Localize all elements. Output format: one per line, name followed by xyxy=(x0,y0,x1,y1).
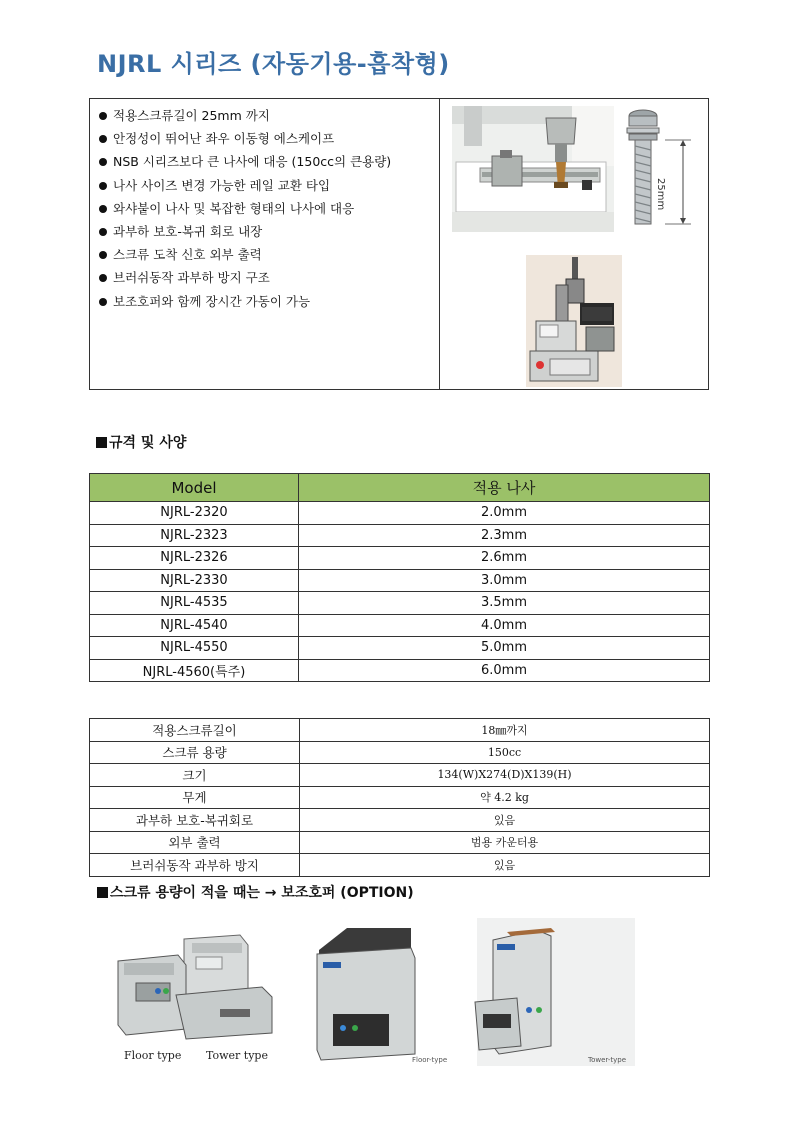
feature-item: 나사 사이즈 변경 가능한 레일 교환 타입 xyxy=(97,174,437,197)
table-row: 스크류 용량 150cc xyxy=(90,741,710,764)
feature-item: NSB 시리즈보다 큰 나사에 대응 (150cc의 큰용량) xyxy=(97,150,437,173)
square-bullet-icon xyxy=(97,887,108,898)
spec-table xyxy=(89,718,710,877)
column-header-model: Model xyxy=(90,474,299,502)
table-row: 무게 약 4.2 kg xyxy=(90,786,710,809)
bullet-icon xyxy=(99,112,107,120)
table-row: NJRL-2320 2.0mm xyxy=(90,502,710,525)
bullet-icon xyxy=(99,182,107,190)
table-row: NJRL-2330 3.0mm xyxy=(90,569,710,592)
table-row: 적용스크류길이 18㎜까지 xyxy=(90,719,710,742)
table-row: NJRL-4550 5.0mm xyxy=(90,637,710,660)
feature-item: 과부하 보호-복귀 회로 내장 xyxy=(97,220,437,243)
feature-item: 적용스크류길이 25mm 까지 xyxy=(97,104,437,127)
feature-item: 브러쉬동작 과부하 방지 구조 xyxy=(97,266,437,289)
table-row: NJRL-4540 4.0mm xyxy=(90,614,710,637)
table-row: NJRL-4560(특주) 6.0mm xyxy=(90,659,710,682)
hopper-photo-right xyxy=(307,918,635,1066)
table-row: NJRL-4535 3.5mm xyxy=(90,592,710,615)
bullet-icon xyxy=(99,274,107,282)
screw-length-label: 25mm xyxy=(655,178,666,211)
page-title: NJRL 시리즈 (자동기용-흡착형) xyxy=(97,50,450,78)
hopper-photo-left xyxy=(112,925,282,1045)
bullet-icon xyxy=(99,228,107,236)
screw-diagram xyxy=(625,106,695,232)
feature-item: 안정성이 뛰어난 좌우 이동형 에스케이프 xyxy=(97,127,437,150)
table-row: 과부하 보호-복귀회로 있음 xyxy=(90,809,710,832)
column-header-screw: 적용 나사 xyxy=(299,474,710,502)
table-row: NJRL-2326 2.6mm xyxy=(90,547,710,570)
square-bullet-icon xyxy=(96,437,107,448)
model-table xyxy=(89,473,710,682)
table-row: 브러쉬동작 과부하 방지 있음 xyxy=(90,854,710,877)
caption-tower-type: Tower type xyxy=(206,1049,268,1062)
bullet-icon xyxy=(99,251,107,259)
spec-section-heading: 규격 및 사양 xyxy=(96,432,186,452)
feature-item: 보조호퍼와 함께 장시간 가동이 가능 xyxy=(97,290,437,313)
table-row: 크기 134(W)X274(D)X139(H) xyxy=(90,764,710,787)
table-header-row xyxy=(90,474,710,502)
bullet-icon xyxy=(99,298,107,306)
table-row: NJRL-2323 2.3mm xyxy=(90,524,710,547)
caption-floor-type: Floor type xyxy=(124,1049,182,1062)
table-row: 외부 출력 범용 카운터용 xyxy=(90,831,710,854)
bullet-icon xyxy=(99,158,107,166)
caption-tower-type-right: Tower-type xyxy=(588,1056,626,1064)
feature-divider xyxy=(439,98,440,390)
machine-closeup-photo xyxy=(452,106,614,232)
feature-list xyxy=(97,104,437,313)
feature-item: 와샤붙이 나사 및 복잡한 형태의 나사에 대응 xyxy=(97,197,437,220)
bullet-icon xyxy=(99,135,107,143)
machine-full-photo xyxy=(526,255,622,387)
option-heading: 스크류 용량이 적을 때는 → 보조호퍼 (OPTION) xyxy=(97,882,414,902)
feature-item: 스크류 도착 신호 외부 출력 xyxy=(97,243,437,266)
caption-floor-type-right: Floor-type xyxy=(412,1056,448,1064)
bullet-icon xyxy=(99,205,107,213)
